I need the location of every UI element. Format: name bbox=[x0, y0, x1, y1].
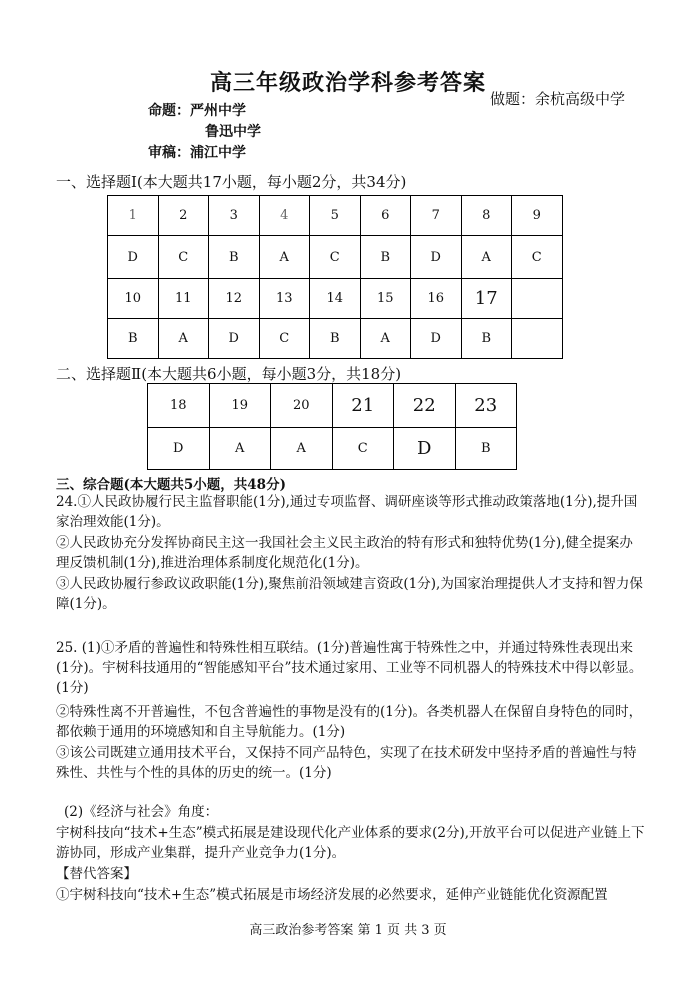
table-cell: D bbox=[209, 319, 260, 359]
table-row bbox=[148, 384, 517, 428]
q25-part2-heading: (2)《经济与社会》角度： bbox=[64, 804, 219, 820]
table-cell: C bbox=[310, 236, 361, 279]
q24-point-2: ②人民政协充分发挥协商民主这一我国社会主义民主政治的特有形式和独特优势(1分),健全提案办理反馈机制(1分),推进治理体系制度化规范化(1分)。 bbox=[56, 535, 633, 571]
table-cell bbox=[512, 319, 563, 359]
table-cell: 14 bbox=[310, 279, 361, 319]
table-cell: B bbox=[461, 319, 512, 359]
table-cell: 7 bbox=[411, 196, 462, 236]
table-cell: 18 bbox=[148, 384, 210, 428]
section2-heading: 二、选择题Ⅱ(本大题共6小题，每小题3分，共18分) bbox=[56, 365, 402, 383]
table-row bbox=[108, 319, 563, 359]
table-cell: B bbox=[455, 428, 517, 470]
table-cell: 3 bbox=[209, 196, 260, 236]
table-cell: 15 bbox=[360, 279, 411, 319]
table-cell: D bbox=[411, 236, 462, 279]
q25-part2-answer: 宇树科技向“技术+生态”模式拓展是建设现代化产业体系的要求(2分),开放平台可以促进产业链上下游协同，形成产业集群，提升产业竞争力(1分)。 bbox=[56, 825, 645, 861]
section1-heading: 一、选择题Ⅰ(本大题共17小题，每小题2分，共34分) bbox=[56, 173, 407, 191]
table-cell: D bbox=[108, 236, 159, 279]
credit-reviewer: 审稿：浦江中学 bbox=[148, 145, 246, 161]
table-cell: 12 bbox=[209, 279, 260, 319]
table-cell: 4 bbox=[259, 196, 310, 236]
answer-table-1 bbox=[107, 195, 563, 359]
table-row bbox=[108, 196, 563, 236]
q25-point-2: ②特殊性离不开普遍性，不包含普遍性的事物是没有的(1分)。各类机器人在保留自身特色的同时，都依赖于通用的环境感知和自主导航能力。(1分) bbox=[56, 704, 643, 740]
table-cell: 10 bbox=[108, 279, 159, 319]
table-cell: A bbox=[259, 236, 310, 279]
table-cell: B bbox=[209, 236, 260, 279]
credit-setter-2: 鲁迅中学 bbox=[205, 124, 261, 140]
table-cell: C bbox=[158, 236, 209, 279]
table-cell: 17 bbox=[461, 279, 512, 319]
table-cell: A bbox=[209, 428, 271, 470]
table-cell: 23 bbox=[455, 384, 517, 428]
made-by-note: 做题：余杭高级中学 bbox=[490, 90, 626, 108]
section3-heading: 三、综合题(本大题共5小题，共48分) bbox=[56, 477, 286, 493]
table-cell: 22 bbox=[394, 384, 456, 428]
table-cell: B bbox=[360, 236, 411, 279]
table-cell: D bbox=[394, 428, 456, 470]
table-cell: 13 bbox=[259, 279, 310, 319]
q24-point-1: 24.①人民政协履行民主监督职能(1分),通过专项监督、调研座谈等形式推动政策落地(1分),提升国家治理效能(1分)。 bbox=[56, 494, 638, 530]
table-cell: A bbox=[271, 428, 333, 470]
table-cell bbox=[512, 279, 563, 319]
credit-setter-1: 命题：严州中学 bbox=[148, 103, 246, 119]
answer-table-2 bbox=[147, 383, 517, 470]
table-cell: C bbox=[332, 428, 394, 470]
table-cell: 9 bbox=[512, 196, 563, 236]
table-cell: 21 bbox=[332, 384, 394, 428]
alternative-answer-1: ①宇树科技向“技术+生态”模式拓展是市场经济发展的必然要求，延伸产业链能优化资源配置 bbox=[56, 887, 608, 903]
table-cell: B bbox=[108, 319, 159, 359]
table-row bbox=[108, 236, 563, 279]
q25-point-1: 25. (1)①矛盾的普遍性和特殊性相互联结。(1分)普遍性寓于特殊性之中，并通过特殊性表现出来(1分)。宇树科技通用的“智能感知平台”技术通过家用、工业等不同机器人的特殊技术中得以彰显。(1分) bbox=[56, 640, 643, 696]
q25-point-3: ③该公司既建立通用技术平台，又保持不同产品特色，实现了在技术研发中坚持矛盾的普遍性与特殊性、共性与个性的具体的历史的统一。(1分) bbox=[56, 745, 637, 781]
table-cell: C bbox=[259, 319, 310, 359]
alternative-answer-label: 【替代答案】 bbox=[56, 866, 137, 882]
table-cell: 11 bbox=[158, 279, 209, 319]
table-cell: A bbox=[158, 319, 209, 359]
table-cell: 2 bbox=[158, 196, 209, 236]
table-row bbox=[148, 428, 517, 470]
table-cell: 20 bbox=[271, 384, 333, 428]
table-cell: B bbox=[310, 319, 361, 359]
table-cell: 1 bbox=[108, 196, 159, 236]
q24-point-3: ③人民政协履行参政议政职能(1分),聚焦前沿领域建言资政(1分),为国家治理提供人才支持和智力保障(1分)。 bbox=[56, 576, 643, 612]
table-cell: A bbox=[461, 236, 512, 279]
table-cell: 8 bbox=[461, 196, 512, 236]
table-cell: 6 bbox=[360, 196, 411, 236]
table-row bbox=[108, 279, 563, 319]
table-cell: 19 bbox=[209, 384, 271, 428]
table-cell: C bbox=[512, 236, 563, 279]
page-footer: 高三政治参考答案 第 1 页 共 3 页 bbox=[249, 923, 447, 938]
table-cell: 5 bbox=[310, 196, 361, 236]
table-cell: 16 bbox=[411, 279, 462, 319]
table-cell: D bbox=[411, 319, 462, 359]
page-title: 高三年级政治学科参考答案 bbox=[209, 71, 486, 96]
table-cell: D bbox=[148, 428, 210, 470]
table-cell: A bbox=[360, 319, 411, 359]
